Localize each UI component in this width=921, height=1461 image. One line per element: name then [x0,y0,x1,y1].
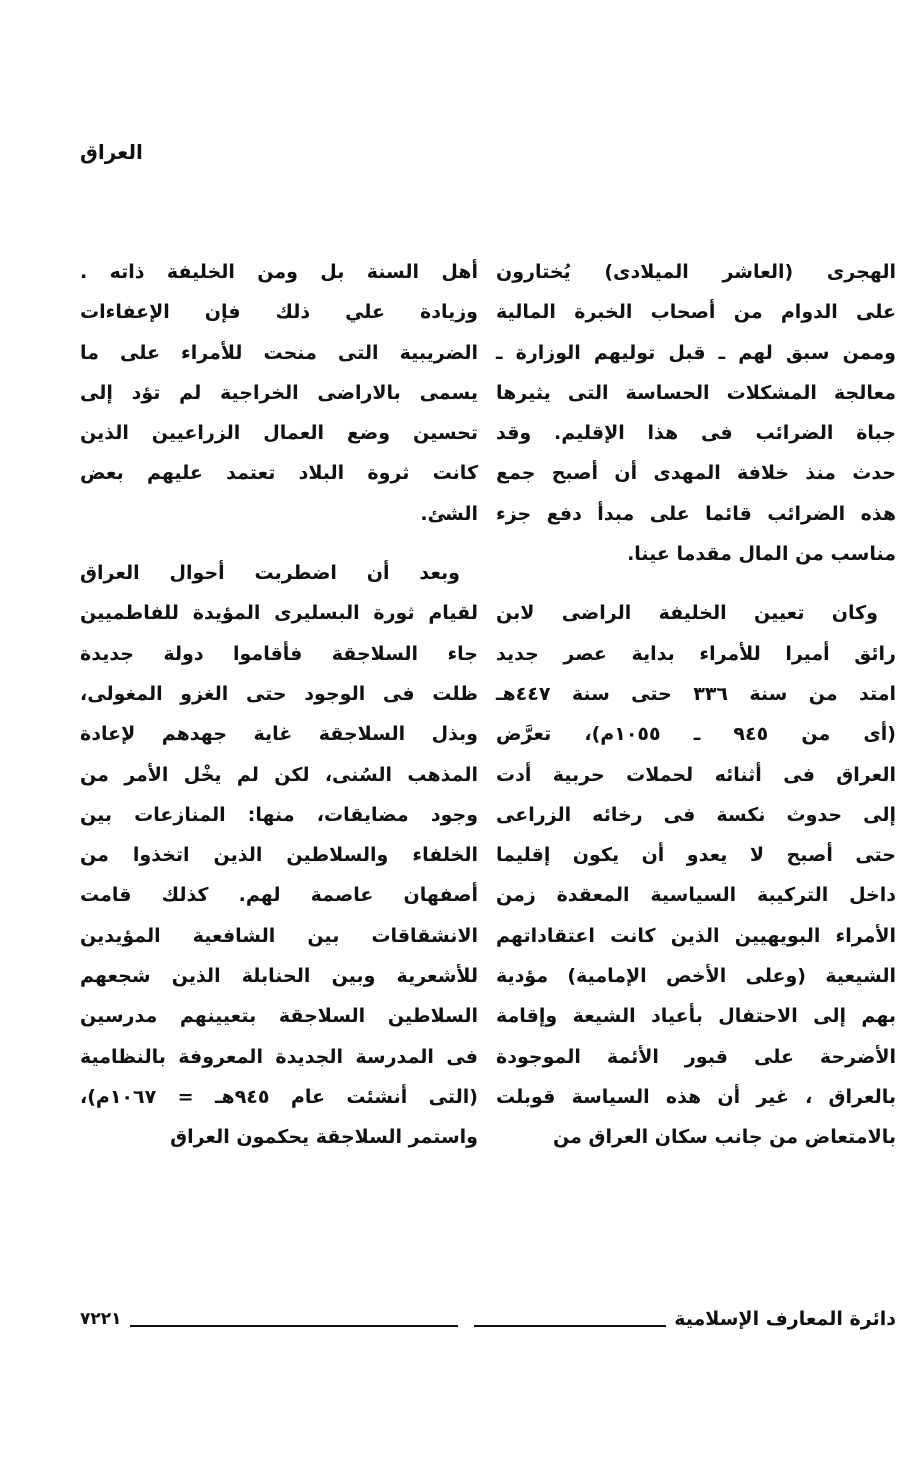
text-line: وكان تعيين الخليفة الراضى لابن [496,602,878,625]
text-line: وبعد أن اضطربت أحوال العراق [80,562,460,585]
text-line: واستمر السلاجقة يحكمون العراق [170,1126,478,1149]
footer-rule [474,1311,666,1327]
text-line: جاء السلاجقة فأقاموا دولة جديدة [80,642,478,665]
text-line: السلاطين السلاجقة بتعيينهم مدرسين [80,1005,478,1028]
text-line: حدث منذ خلافة المهدى أن أصبح جمع [496,462,896,485]
text-line: امتد من سنة ٣٣٦ حتى سنة ٤٤٧هـ [496,682,896,705]
text-line: أصفهان عاصمة لهم. كذلك قامت [80,884,478,907]
text-line: الشيعية (وعلى الأخص الإمامية) مؤدية [496,965,896,988]
text-line: كانت ثروة البلاد تعتمد عليهم بعض [80,462,478,485]
paragraph-gap [496,574,896,593]
text-line: الهجرى (العاشر الميلادى) يُختارون [496,261,896,283]
text-line: وزيادة علي ذلك فإن الإعفاءات [80,301,478,324]
text-line: فى المدرسة الجديدة المعروفة بالنظامية [80,1045,478,1068]
paragraph-gap [80,534,478,553]
text-line: داخل التركيبة السياسية المعقدة زمن [496,884,896,907]
right-column [496,252,896,1158]
text-line: وجود مضايقات، منها: المنازعات بين [80,803,478,826]
text-line: لقيام ثورة البسليرى المؤيدة للفاطميين [80,602,478,625]
page-number: ٧٢٢١ [80,1309,122,1329]
text-line: الشئ. [420,502,478,525]
text-line: الخلفاء والسلاطين الذين اتخذوا من [80,844,478,867]
text-line: يسمى بالاراضى الخراجية لم تؤد إلى [80,381,478,404]
text-line: وبذل السلاجقة غاية جهدهم لإعادة [80,723,478,746]
text-line: أهل السنة بل ومن الخليفة ذاته . [80,261,478,283]
text-line: هذه الضرائب قائما على مبدأ دفع جزء [496,502,896,525]
footer-rule [130,1311,458,1327]
text-line: (أى من ٩٤٥ ـ ١٠٥٥م)، تعرَّض [496,723,896,746]
footer-publication [466,1304,896,1334]
text-line: بالعراق ، غير أن هذه السياسة قوبلت [496,1085,896,1108]
paragraph [80,553,478,1157]
text-line: تحسين وضع العمال الزراعيين الذين [80,422,478,445]
text-line: وممن سبق لهم ـ قبل توليهم الوزارة ـ [496,341,896,364]
text-line: الأضرحة على قبور الأئمة الموجودة [496,1045,896,1068]
running-title: العراق [80,140,143,164]
text-line: مناسب من المال مقدما عينا. [627,543,896,566]
text-line: (التى أنشئت عام ٩٤٥هـ = ١٠٦٧م)، [80,1085,478,1108]
text-line: العراق فى أثنائه لحملات حربية أدت [496,763,896,786]
text-line: حتى أصبح لا يعدو أن يكون إقليما [496,844,896,867]
footer-page [80,1304,466,1334]
text-line: ظلت فى الوجود حتى الغزو المغولى، [80,682,478,705]
paragraph [80,252,478,534]
text-line: على الدوام من أصحاب الخبرة المالية [496,301,896,324]
left-column [80,252,478,1158]
text-line: بالامتعاض من جانب سكان العراق من [552,1126,896,1149]
text-line: إلى حدوث نكسة فى رخائه الزراعى [496,803,896,826]
text-line: الضريبية التى منحت للأمراء على ما [80,341,478,364]
publication-title: دائرة المعارف الإسلامية [674,1308,896,1330]
text-line: بهم إلى الاحتفال بأعياد الشيعة وإقامة [496,1005,896,1028]
paragraph [496,252,896,574]
text-line: الأمراء البويهيين الذين كانت اعتقاداتهم [496,924,896,947]
text-line: المذهب السُنى، لكن لم يخْل الأمر من [80,763,478,786]
text-line: للأشعرية وبين الحنابلة الذين شجعهم [80,965,478,988]
paragraph [496,593,896,1157]
text-line: معالجة المشكلات الحساسة التى يثيرها [496,381,896,404]
text-line: جباة الضرائب فى هذا الإقليم. وقد [496,422,896,445]
text-line: رائق أميرا للأمراء بداية عصر جديد [496,642,896,665]
text-line: الانشقاقات بين الشافعية المؤيدين [80,924,478,947]
